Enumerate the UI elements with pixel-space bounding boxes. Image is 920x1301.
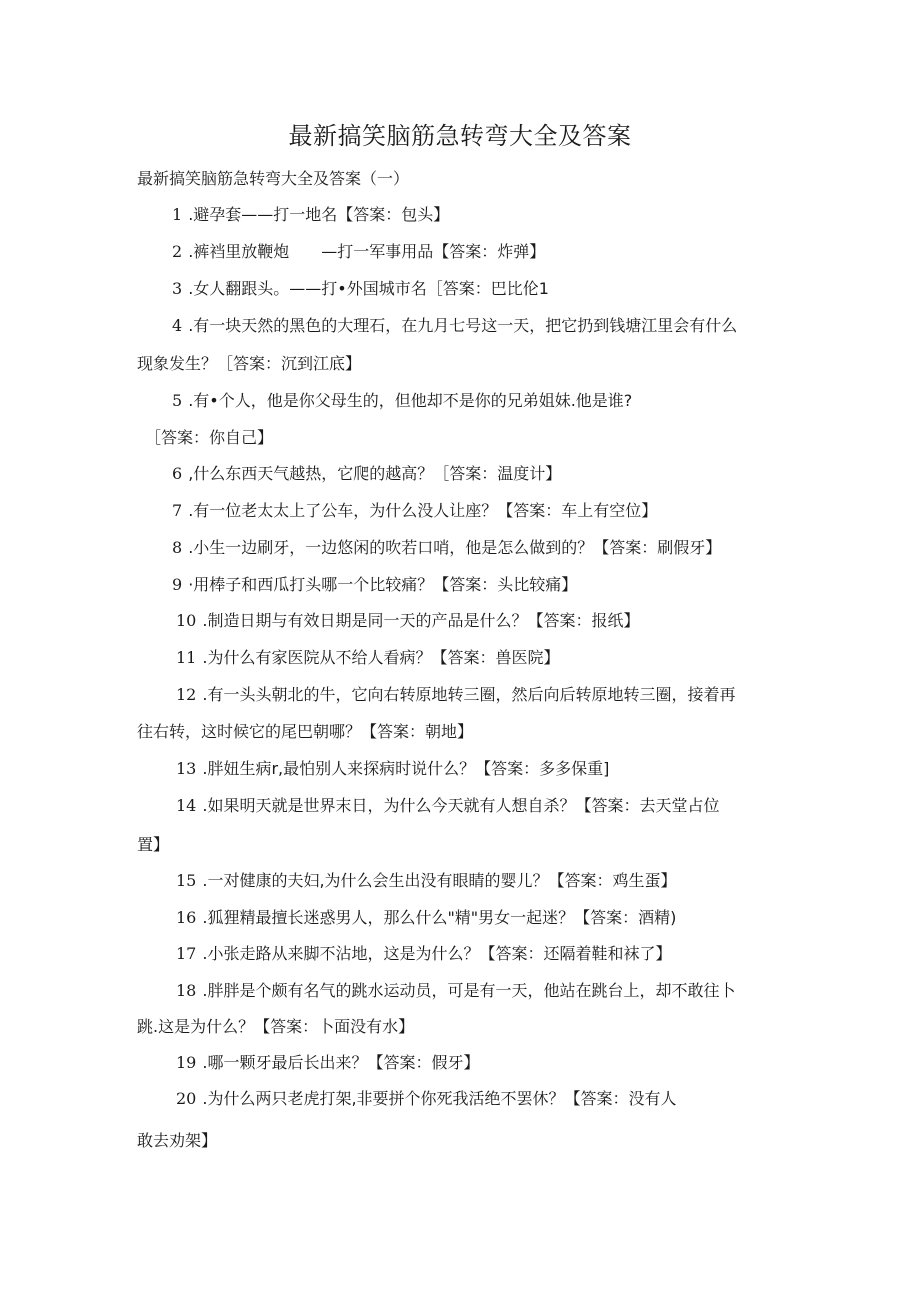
list-item-20-continuation: 敢去劝架】 (137, 1131, 218, 1150)
item-number: 17 (176, 944, 197, 963)
list-item-3 (172, 276, 549, 302)
item-text: .为什么有家医院从不给人看病？【答案：兽医院】 (202, 648, 560, 667)
list-item-11 (176, 645, 559, 671)
item-number: 19 (176, 1053, 197, 1072)
item-text: .小生一边刷牙，一边悠闲的吹若口哨，他是怎么做到的？【答案：刷假牙】 (188, 538, 722, 557)
item-number: 15 (176, 871, 197, 890)
item-text: .小张走路从来脚不沾地，这是为什么？【答案：还隔着鞋和袜了】 (202, 944, 672, 963)
item-text: .有一头头朝北的牛，它向右转原地转三圈，然后向后转原地转三圈，接着再 (202, 685, 736, 704)
item-text: .狐狸精最擅长迷惑男人，那么什么"精"男女一起迷？【答案：酒精) (202, 908, 677, 927)
item-number: 7 (172, 501, 183, 520)
item-number: 9 (172, 575, 183, 594)
list-item-10 (176, 608, 639, 634)
list-item-14 (176, 793, 719, 819)
list-item-17 (176, 941, 671, 967)
list-item-5-continuation: ［答案：你自己】 (145, 428, 274, 447)
item-text: .胖胖是个颇有名气的跳水运动员，可是有一天，他站在跳台上，却不敢往卜 (202, 981, 736, 1000)
list-item-5 (172, 388, 632, 414)
item-number: 8 (172, 538, 183, 557)
item-number: 3 (172, 279, 183, 298)
list-item-12-continuation: 往右转，这时候它的尾巴朝哪？【答案：朝地】 (137, 722, 474, 741)
item-number: 12 (176, 685, 197, 704)
item-number: 6 (172, 464, 183, 483)
list-item-9 (172, 572, 577, 598)
document-title: 最新搞笑脑筋急转弯大全及答案 (288, 122, 632, 150)
item-number: 20 (176, 1089, 197, 1108)
list-item-15 (176, 868, 677, 894)
list-item-7 (172, 498, 657, 524)
list-item-8 (172, 535, 721, 561)
item-text: .制造日期与有效日期是同一天的产品是什么？【答案：报纸】 (202, 611, 640, 630)
list-item-1 (172, 202, 449, 228)
item-text: .如果明天就是世界末日，为什么今天就有人想自杀？【答案：去天堂占位 (202, 796, 720, 815)
list-item-12 (176, 682, 735, 708)
item-number: 11 (176, 648, 197, 667)
list-item-13 (176, 756, 609, 782)
item-text: .有•个人，他是你父母生的，但他却不是你的兄弟姐妹.他是谁? (188, 391, 633, 410)
item-number: 16 (176, 908, 197, 927)
item-number: 1 (172, 205, 183, 224)
item-number: 14 (176, 796, 197, 815)
section-subtitle: 最新搞笑脑筋急转弯大全及答案（一） (137, 169, 410, 188)
item-number: 4 (172, 316, 183, 335)
list-item-4-continuation: 现象发生？［答案：沉到江底】 (137, 354, 362, 373)
list-item-19 (176, 1050, 479, 1076)
item-text: .为什么两只老虎打架,非要拼个你死我活绝不罢休？【答案：没有人 (202, 1089, 677, 1108)
item-number: 5 (172, 391, 183, 410)
item-text: .一对健康的夫妇,为什么会生出没有眼睛的婴儿？【答案：鸡生蛋】 (202, 871, 677, 890)
list-item-6 (172, 461, 561, 487)
item-text: ·用棒子和西瓜打头哪一个比较痛？【答案：头比较痛】 (188, 575, 578, 594)
item-text: .裤裆里放鞭炮 —打一军事用品【答案：炸弹】 (188, 242, 546, 261)
list-item-16 (176, 905, 676, 931)
list-item-18-continuation: 跳.这是为什么？【答案：卜面没有水】 (137, 1017, 415, 1036)
list-item-20 (176, 1086, 677, 1112)
item-text: .胖妞生病r,最怕别人来探病时说什么？【答案：多多保重] (202, 759, 610, 778)
list-item-2 (172, 239, 545, 265)
list-item-14-continuation: 置】 (137, 835, 170, 854)
item-text: .有一位老太太上了公车，为什么没人让座？【答案：车上有空位】 (188, 501, 658, 520)
item-text: .有一块天然的黑色的大理石，在九月七号这一天，把它扔到钱塘江里会有什么 (188, 316, 738, 335)
item-number: 10 (176, 611, 197, 630)
item-text: .避孕套——打一地名【答案：包头】 (188, 205, 450, 224)
item-text: ,什么东西天气越热，它爬的越高？［答案：温度计】 (188, 464, 562, 483)
item-number: 18 (176, 981, 197, 1000)
item-number: 2 (172, 242, 183, 261)
list-item-18 (176, 978, 735, 1004)
item-number: 13 (176, 759, 197, 778)
item-text: .哪一颗牙最后长出来？【答案：假牙】 (202, 1053, 480, 1072)
list-item-4 (172, 313, 737, 339)
item-text: .女人翻跟头。——打•外国城市名［答案：巴比伦1 (188, 279, 549, 298)
